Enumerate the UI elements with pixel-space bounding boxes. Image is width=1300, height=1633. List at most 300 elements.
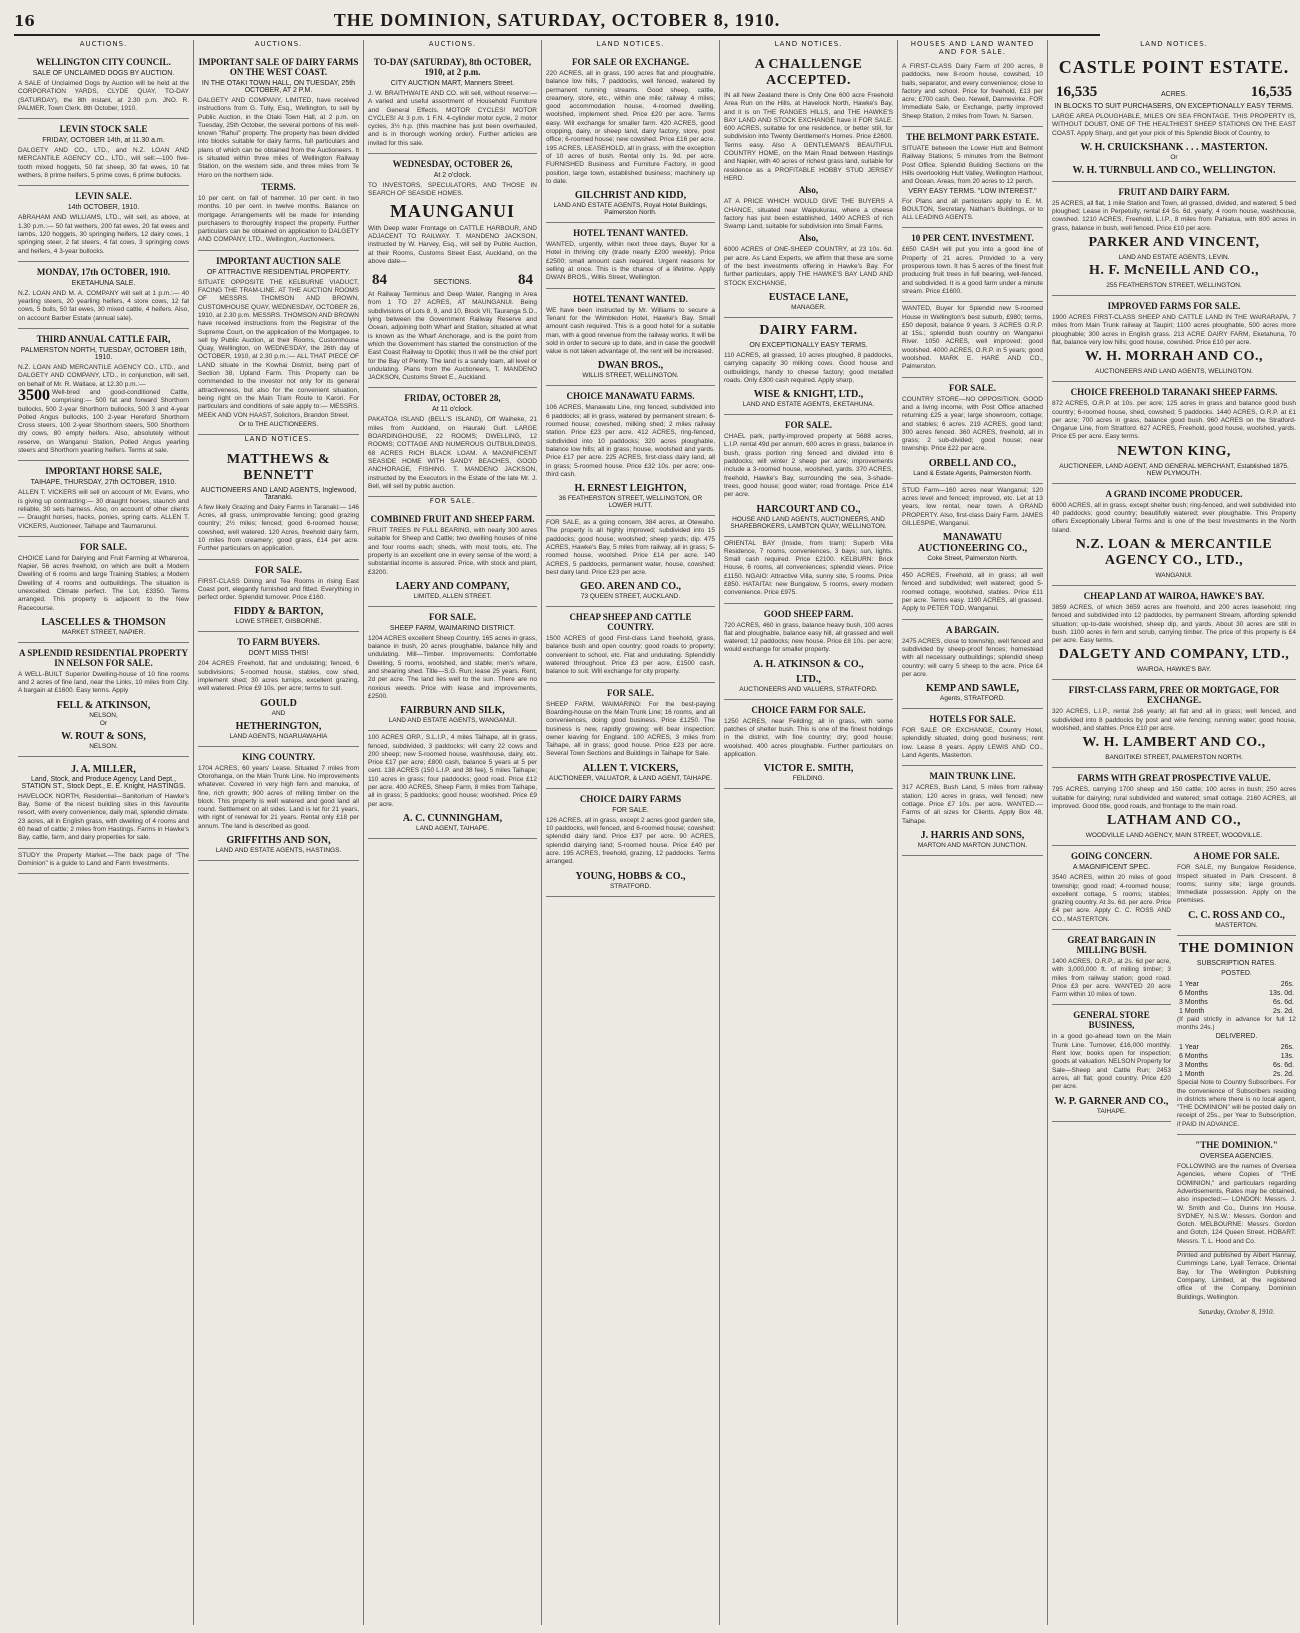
ad-text: CHAEL park, partly-improved property at 5688 acres, L.I.P. rental 49d per annum, 600 acres in grass, balance in bush, grass portion ring fenced and divided into 6 paddocks; will winter 2 sheep per acre; improvements include a 3-roomed house, woolshed, yards. 370 ACRES, freehold, Hawke's Bay, surrounding the sea, 3-shade-trees, good house; good water; road frontage. Price £14 per acre.: [724, 433, 893, 499]
ad-heading: TERMS.: [261, 181, 296, 192]
advertisement: [198, 747, 359, 861]
ad-heading: CHEAP SHEEP AND CATTLE COUNTRY.: [569, 612, 692, 633]
ad-text: SHEEP FARM, WAIMARINO: For the best-paying Boarding-house on the Main Trunk Line; 16 rooms, and all conveniences, doing good business. Price £1250. The business is new, rapidly growing; will bear inspection; owner leaving for England. 100 ACRES, 3 miles from Taihape, all in grass; good house. Price £23 per acre. Several Town Sections and Buildings in Taihape for Sale.: [546, 700, 715, 758]
ad-heading: FOR SALE.: [428, 611, 476, 622]
ad-connector: Or: [99, 719, 108, 727]
column-2: [194, 40, 364, 1625]
advertiser-address: WOODVILLE LAND AGENCY, MAIN STREET, WOODVILLE.: [1085, 832, 1263, 840]
advertiser-name: W. H. CRUICKSHANK . . . MASTERTON.: [1080, 141, 1268, 153]
advertiser-address: LAND AGENTS, NGARUAWAHIA: [229, 732, 328, 740]
advertiser-address: AUCTIONEERS AND LAND AGENTS, WELLINGTON.: [1095, 368, 1253, 376]
ad-text: 25 ACRES, all flat, 1 mile Station and Town, all grassed, divided, and watered; 5 bed ploughed; Lease in Perpetuity, rental £4 5s. 6d. yearly; 4 room house, washhouse, cowshed. 1210 ACRES, Freehold, L.I.P., 8 miles from Pahiatua, with 800 acres in grass, balance in bush, well fenced. Price £10 per acre.: [1052, 199, 1296, 232]
ad-heading: FARMS WITH GREAT PROSPECTIVE VALUE.: [1077, 773, 1271, 784]
ad-text: CHOICE Land for Dairying and Fruit Farming at Whareroa, Napier, 56 acres freehold, on which are built a Modern Dwelling of 6 rooms and large Training Stables; a Modern Dwelling of 4 rooms and outbuildings. The situation is unexcelled. Climate perfect. The Lot, £3350. Terms arranged. This property is adjacent to the New Racecourse.: [18, 554, 189, 612]
advertiser-address: MARKET STREET, NAPIER.: [61, 628, 146, 636]
ad-text: 795 ACRES, carrying 1700 sheep and 150 cattle; 100 acres in bush; 250 acres suitable for dairying; rural subdivided and watered; small cottage. 2160 ACRES, all improved. Good title, good roads, and frontage to the main road.: [1052, 786, 1296, 810]
advertiser-name: PARKER AND VINCENT,: [1088, 235, 1260, 251]
ad-subheading: OVERSEA AGENCIES.: [1199, 1153, 1274, 1161]
ad-heading: Also,: [798, 233, 819, 244]
advertisement: [198, 251, 359, 435]
ad-heading: LEVIN STOCK SALE: [59, 124, 148, 135]
advertiser-address: LAND AND ESTATE AGENTS, Royal Hotel Buildings, Palmerston North.: [553, 202, 708, 217]
advertiser-name: C. C. ROSS AND CO.,: [1188, 909, 1285, 921]
advertiser-name: W. ROUT & SONS,: [61, 730, 146, 742]
ad-text: ORIENTAL BAY (Inside, from tram): Superb Villa Residence, 7 rooms, conveniences, 3 bays; sun, lights. Small cash required. Price £2100. KELBURN: Brick House, 6 rooms, all conveniences; splendid views. Price £1150. NGAIO: Attractive Villa, sunny site, 5 rooms. Price £850. HATAITAI: new Bungalow, 5 rooms, every modern convenience. Price £975.: [724, 539, 893, 597]
advertiser-address: BANGITIKEI STREET, PALMERSTON NORTH.: [1105, 754, 1243, 762]
advertisement: [1177, 846, 1296, 935]
ad-heading: HOTELS FOR SALE.: [929, 714, 1016, 725]
advertiser-name: LAERY AND COMPANY,: [395, 580, 510, 592]
ad-connector: AND: [271, 709, 286, 717]
advertiser-name: ORBELL AND CO.,: [928, 457, 1017, 469]
sections-banner: [372, 272, 533, 289]
advertisement: [1052, 768, 1296, 846]
column-1: [14, 40, 194, 1625]
ad-subheading: CITY AUCTION MART, Manners Street.: [390, 80, 515, 87]
sections-count: 84: [517, 272, 533, 289]
rate-period: 6 Months: [1179, 989, 1208, 997]
ad-text: A FIRST-CLASS Dairy Farm of 200 acres, 8 paddocks, new 8-room house, cowshed, 10 bails, separator, and every convenience; close to factory and school. Price for freehold, £13 per acre; £700 cash. Geo. Newell, Dannevirke. FOR Immediate Sale, or Exchange, partly improved Sheep Station, 2 miles from Town. N. Sarsen.: [902, 63, 1043, 120]
ad-heading: CHOICE FREEHOLD TARANAKI SHEEP FARMS.: [1070, 387, 1278, 398]
ad-heading: CHOICE FARM FOR SALE.: [751, 704, 866, 715]
advertisement: [1052, 930, 1171, 1005]
advertisement: [546, 289, 715, 387]
advertiser-address: HOUSE AND LAND AGENTS, AUCTIONEERS, AND SHAREBROKERS, LAMBTON QUAY, WELLINGTON.: [730, 515, 887, 530]
rate-period: 3 Months: [1179, 998, 1208, 1006]
ad-heading: THIRD ANNUAL CATTLE FAIR,: [36, 334, 171, 345]
advertisement: [18, 186, 189, 261]
advertisement: [546, 516, 715, 607]
ad-text: COUNTRY STORE—NO OPPOSITION. GOOD and a living income, with Post Office attached returning £25 a year; large showroom, cottage; and stables; 6 acres. 219 ACRES, good land; 300 acres fenced. 360 ACRES, freehold, all in grass; 2 sub-divided; good house; near township. Price £22 per acre.: [902, 395, 1043, 453]
advertisement: [724, 318, 893, 415]
ad-text: A WELL-BUILT Superior Dwelling-house of 10 fine rooms and 2 acres of fine land, near the Links, 10 miles from City. A bargain at £1600. Easy terms. Apply: [18, 670, 189, 695]
ad-text: 110 ACRES, all grassed, 10 acres ploughed, 8 paddocks, carrying capacity 30 milking cows. Good house and outbuildings, handy to cheese factory; good metalled roads. Only £300 cash required. Apply sharp,: [724, 351, 893, 384]
ad-subheading: IN THE OTAKI TOWN HALL, ON TUESDAY, 25th OCTOBER, AT 2 P.M.: [201, 80, 356, 94]
column-heading: AUCTIONS.: [428, 40, 477, 48]
ad-drop-number: 3500: [18, 386, 50, 404]
advertisement: [902, 620, 1043, 709]
advertiser-name: GOULD: [260, 697, 297, 709]
ad-heading: FOR SALE.: [948, 382, 996, 393]
advertiser-address: Land & Estate Agents, Palmerston North.: [913, 469, 1032, 477]
rate-period: 3 Months: [1179, 1062, 1208, 1070]
ad-display-title: A CHALLENGE ACCEPTED.: [754, 57, 863, 88]
ad-subheading: OF ATTRACTIVE RESIDENTIAL PROPERTY.: [206, 268, 351, 276]
column-heading: LAND NOTICES.: [596, 40, 665, 48]
advertisement: [546, 683, 715, 789]
ad-text: At Railway Terminus and Deep Water, Ranging in Area from 1 TO 27 ACRES, AT MAUNGANUI. Being subdivisions of Lots 8, 9, and 10, Block VII, Tauranga S.D., lying between the Government Railway Reserve and Ocean, adjoining both Wharf and Station, situated at what is known as the Wharf Anchorage, and is the point from which the Government has started the construction of the East Coast Railway to Opotiki; thus it will be the chief port for the Bay of Plenty. The land is a sandy loam, all level or undulating. Plans from the Auctioneers, T. MANDENO JACKSON, Customs Street E., Auckland.: [368, 291, 537, 382]
ad-heading: GOOD SHEEP FARM.: [763, 608, 854, 619]
ad-heading: COMBINED FRUIT AND SHEEP FARM.: [370, 514, 535, 525]
rate-period: 1 Year: [1179, 1044, 1199, 1052]
advertisement: [18, 119, 189, 186]
advertisement: [724, 604, 893, 700]
advertiser-address: MASTERTON.: [1215, 921, 1258, 929]
rate-period: 1 Month: [1179, 1071, 1205, 1079]
advertiser-name: EUSTACE LANE,: [768, 291, 849, 303]
ad-text: (If paid strictly in advance for full 12 months 24s.): [1177, 1015, 1296, 1031]
advertisement: [198, 560, 359, 633]
advertiser-name: DWAN BROS.,: [597, 360, 664, 372]
ad-text: IN all New Zealand there is Only One 600 acre Freehold Area Run on the Hills, at Havelock North, Hawke's Bay, and it is on THE RANGES HILLS, and THE HAWKE'S BAY LAND AND STOCK EXCHANGE have it FOR SALE. 600 ACRES, suitable for one residence, or better still, for subdivision into Twenty Gentlemen's Homes. Price £2600. Terms easy. Also A GENTLEMAN'S BEAUTIFUL COUNTRY HOME, on the Main Road between Hastings and Napier, with 40 acres of richest grass land, suitable for residence as a PROFITABLE HOBBY STUD JERSEY HERD.: [724, 92, 893, 182]
ad-heading: A BARGAIN.: [945, 624, 999, 635]
advertiser-name: N.Z. LOAN & MERCANTILE AGENCY CO., LTD.,: [1075, 536, 1273, 568]
advertiser-address: Agents, STRATFORD.: [940, 695, 1005, 703]
ad-text: PAKATOA ISLAND (BELL'S ISLAND), Off Waiheke, 21 miles from Auckland, on Hauraki Gulf. LARGE BOARDINGHOUSE, 22 ROOMS; DWELLING, 12 ROOMS; COTTAGE AND NUMEROUS OUTBUILDINGS. 68 ACRES RICH BLACK LOAM. A MAGNIFICENT SEASIDE HOME WITH SANDY BEACHES, GOOD ANCHORAGE, FISHING. T. MANDENO JACKSON, instructed by the Executors in the Estate of the late Mr. J. Bell, will sell by public auction.: [368, 416, 537, 490]
rate-price: 13s. 0d.: [1269, 989, 1294, 997]
ad-text: Well-bred and good-conditioned Cattle, comprising:— 500 fat and forward Shorthorn bullocks, 500 2-year Shorthorn bullocks, 500 3 and 4-year Polled Angus bullocks, 100 2-year Hereford Shorthorn Cross steers, 100 2-year Shorthorn steers, 500 Shorthorn dry cows, 80 empty heifers. Also, absolutely without reserve, on Wanganui Station, Polled Angus yearling steers and Shorthorn yearling heifers. Terms at sale.: [18, 388, 189, 455]
advertiser-address: NELSON.: [89, 742, 118, 750]
rate-row: [1177, 980, 1296, 989]
advertisement: [902, 766, 1043, 855]
advertiser-address: AUCTIONEERS AND VALUERS, STRATFORD.: [739, 685, 878, 693]
ad-text: 2475 ACRES, close to township, well fenced and subdivided by sheep-proof fences; homestead with all necessary outbuildings; splendid sheep country; will carry 5 sheep to the acre. Price £4 per acre.: [902, 637, 1043, 678]
rate-price: 2s. 2d.: [1272, 1071, 1294, 1079]
ad-text: 220 ACRES, all in grass, 190 acres flat and ploughable, balance low hills, 7 paddocks, well fenced, watered by permanent running streams. Good sheep, cattle, creamery, store, etc., within one mile; railway 4 miles; good accommodation house, 4-roomed dwelling, woolshed, implement shed. Price £20 per acre. Terms easy. Will exchange for smaller farm. 420 ACRES, good cropping, dairy, or sheep land, dairy factory, store, post office; 6-roomed house; new cowshed. Price £16 per acre. 195 ACRES, LEASEHOLD, all in grass, with the exception of 10 acres of bush. Rental only 1s. 9d. per acre. FURNISHED Business and Furniture Factory, in good position, large town, established business; machinery up to date.: [546, 70, 715, 185]
ad-heading: CHOICE DAIRY FARMS: [579, 793, 682, 804]
ad-heading: MAIN TRUNK LINE.: [929, 771, 1016, 782]
column-3: [364, 40, 542, 1625]
columns: [14, 40, 1296, 1625]
ad-text: 317 ACRES, Bush Land, 5 miles from railway station; 120 acres in grass, well fenced; new cottage. Price £7 10s. per acre. WANTED.—Farms of all sizes for Clients. Apply Box 48, Taihape.: [902, 784, 1043, 825]
ad-subheading: PALMERSTON NORTH, TUESDAY, OCTOBER 18th, 1910.: [20, 347, 187, 362]
advertisement: [724, 52, 893, 318]
ad-subheading: FOR SALE.: [612, 806, 649, 814]
ad-text: DALGETY AND CO., LTD., and N.Z. LOAN AND MERCANTILE AGENCY CO., LTD., will sell:—100 five-tooth mixed hoggets, 50 fat sheep, 30 fat ewes, 10 fat wethers, 8 prime heifers, 5 prime cows, 6 prime bullocks.: [18, 147, 189, 180]
ad-text: 1204 ACRES excellent Sheep Country, 165 acres in grass, balance in bush, 20 acres ploughable, balance hilly and undulating. Mill—Timber. Improvements: Comfortable Dwelling, 5 rooms, woolshed, and stable; men's whare, and shearing shed. Title—S.G. Run; lease 25 years. Rent, 2d per acre. The land lies well to the sun. There are no noxious weeds. Price with lease and improvements, £2500.: [368, 634, 537, 700]
ad-text: SITUATE OPPOSITE THE KELBURNE VIADUCT, FACING THE TRAM-LINE. AT THE AUCTION ROOMS OF MESSRS. THOMSON AND BROWN, CUSTOMHOUSE QUAY, WEDNESDAY, OCTOBER 26, 1910, at 2.30 p.m. MESSRS. THOMSON AND BROWN have received instructions from the Registrar of the Supreme Court, on the application of the Mortgagee, to sell by Public Auction, at their Rooms, Customhouse Quay, Wellington, on WEDNESDAY, the 26th day of OCTOBER, 1910, at 2.30 p.m.:— ALL THAT PIECE OF LAND situate in the Kowhai District, being part of Section 38, Upland Farm. This Property can be commended to the investor not only for its general attractiveness, but also for the convenient situation, being right on the Main Tram Route to Karori. For particulars and conditions of sale apply to:— MESSRS. MEEK AND VON HAAST, Solicitors, Brandon Street.: [198, 278, 359, 419]
ad-text: FIRST-CLASS Dining and Tea Rooms in rising East Coast port, elegantly furnished and fitted. Everything in perfect order. Splendid turnover. Price £160.: [198, 577, 359, 602]
advertisement: [902, 378, 1043, 484]
advertiser-name: FAIRBURN AND SILK,: [400, 705, 505, 717]
advertiser-address: LAND AND ESTATE AGENTS, WANGANUI.: [388, 717, 517, 725]
advertisement: [18, 849, 189, 875]
ad-subheading: DON'T MISS THIS!: [248, 650, 309, 658]
advertisement: [18, 461, 189, 536]
ad-text: SITUATE between the Lower Hutt and Belmont Railway Stations; 5 minutes from the Belmont Post Office. Splendid Building Sections on the Hills overlooking Hutt Valley, Wellington Harbour, and Ocean. Areas, from 20 acres to 12 perch.: [902, 145, 1043, 186]
advertisement: [198, 447, 359, 560]
advertisement: [18, 757, 189, 849]
ad-subheading: At 11 o'clock.: [432, 406, 473, 414]
advertisement: [368, 154, 537, 388]
subscription-box: [1177, 936, 1296, 1135]
ad-heading: IMPORTANT AUCTION SALE: [216, 255, 341, 266]
ad-display-title: DAIRY FARM.: [759, 322, 858, 338]
ad-display-title: THE DOMINION: [1178, 940, 1295, 956]
column-5: [720, 40, 898, 1625]
rate-row: [1177, 1070, 1296, 1079]
ad-text: Special Note to Country Subscribers. For the convenience of Subscribers residing in districts where there is no local agent, "THE DOMINION" will be posted daily on receipt of 25s., per Year to Subscription, if PAID IN ADVANCE.: [1177, 1079, 1296, 1128]
masthead-rule: [14, 34, 1100, 36]
advertisement: [368, 731, 537, 839]
ad-text: WE have been instructed by Mr. Williams to secure a Tenant for the Wimbledon Hotel, Hawke's Bay. Small amount cash required. This is a good hotel for a suitable man, with a good revenue from the railway works. It will be sold in order to secure up to date, and in case the goodwill value is not taken advantage of, the rent will be increased.: [546, 306, 715, 356]
ad-text: A SALE of Unclaimed Dogs by Auction will be held at the CORPORATION YARDS, CLYDE QUAY, TO-DAY (SATURDAY), the 8th instant, at 2.30 p.m. JNO. R. PALMER, Town Clerk. 8th October, 1910.: [18, 80, 189, 112]
newspaper-title: THE DOMINION, SATURDAY, OCTOBER 8, 1910.: [333, 10, 781, 30]
ad-heading: KING COUNTRY.: [242, 751, 315, 762]
advertiser-address: WILLIS STREET, WELLINGTON.: [582, 372, 679, 380]
ad-subheading: 14th OCTOBER, 1910.: [67, 204, 140, 212]
issue-date: Saturday, October 8, 1910.: [1198, 1307, 1275, 1316]
rate-row: [1177, 1061, 1296, 1070]
split-left: [1052, 846, 1171, 1316]
ad-text: 3540 ACRES, within 20 miles of good township; good road; 4-roomed house; excellent cottage, 5 rooms; stables; grazing country. At 3s. 6d. per acre. Price £4 per acre. Apply C. C. ROSS AND CO., MASTERTON.: [1052, 874, 1171, 923]
ad-text: STUD Farm—160 acres near Wanganui; 120 acres level and fenced; improved, etc. Let at 13 years, low rental, near town. A GRAND PROPERTY. Also, first-class Dairy Farm. JAMES GILLESPIE, Wanganui.: [902, 486, 1043, 527]
column-heading: AUCTIONS.: [254, 40, 303, 48]
advertiser-name: J. HARRIS AND SONS,: [920, 829, 1025, 841]
ad-heading: WELLINGTON CITY COUNCIL.: [36, 57, 171, 67]
ad-text: 106 ACRES, Manawatu Line, ring fenced, subdivided into 6 paddocks; all in grass, watered by permanent stream; 6-roomed house; cowshed, milking shed; 2 miles railway station. Price £23 per acre. 412 ACRES, ring-fenced, subdivided into 10 paddocks; 320 acres ploughable, balance low hills; all in grass; house, woolshed and yards. Price £17 per acre. 225 ACRES, first-class dairy land, all in grass; 5-roomed house. Price £32 10s. per acre; one-third cash.: [546, 404, 715, 478]
advertiser-address: WAIROA, HAWKE'S BAY.: [1136, 666, 1212, 674]
rates-heading: POSTED.: [1221, 969, 1252, 977]
ad-text: £650 CASH will put you into a good line of Property of 21 acres. Provided to a very prosperous town. It has 5 acres of the finest fruit producing fruit trees in full bearing, well-fenced, and subdivided. It is a good farm under a minute stream. Price £1600.: [902, 246, 1043, 295]
rate-row: [1177, 989, 1296, 998]
advertisement: [724, 415, 893, 536]
ad-text: 126 ACRES, all in grass, except 2 acres good garden site, 10 paddocks, well fenced, and 6-roomed house; cowshed; splendid dairy land. Price £37 per acre. 90 ACRES, splendid dairying land; 5-roomed house. Price £40 per acre. 195 ACRES, freehold, grazing, 12 paddocks. Terms arranged.: [546, 816, 715, 866]
ad-heading: MONDAY, 17th OCTOBER, 1910.: [36, 266, 171, 277]
ad-text: 720 ACRES, 460 in grass, balance heavy bush, 100 acres flat and ploughable, balance easy hill, all grassed and well watered; 12 paddocks; new house. Price £8 10s. per acre; would exchange for smaller property.: [724, 621, 893, 654]
advertiser-address: AUCTIONEER, VALUATOR, & LAND AGENT, TAIHAPE.: [548, 774, 713, 782]
advertiser-name: MATTHEWS & BENNETT: [226, 451, 331, 483]
advertiser-address: LAND AND ESTATE AGENTS, HASTINGS.: [215, 847, 342, 855]
ad-text: 1250 ACRES, near Feilding; all in grass, with some patches of shelter bush. This is one of the finest holdings in the district, with fine country; dry; good house; woolshed. 400 acres ploughable. Further particulars on application.: [724, 717, 893, 758]
ad-heading: CHEAP LAND AT WAIROA, HAWKE'S BAY.: [1083, 590, 1265, 601]
ad-heading: GREAT BARGAIN IN MILLING BUSH.: [1067, 934, 1156, 955]
column-heading: LAND NOTICES.: [774, 40, 843, 48]
ad-text: J. W. BRAITHWAITE AND CO. will sell, without reserve:— A varied and useful assortment of Household Furniture and General Effects. MOTOR CYCLES! MOTOR CYCLES! At 3 p.m. 1 F.N. 4-cylinder motor cycle, 2 motor cycles, 3½ h.p. (this machine has just been overhauled, and is in thorough working order). Further articles are invited for this sale.: [368, 90, 537, 147]
rate-price: 6s. 6d.: [1272, 998, 1294, 1006]
advertisement: [1052, 680, 1296, 768]
ad-subheading: FRIDAY, OCTOBER 14th, at 11.30 a.m.: [42, 137, 165, 145]
advertisement: [724, 537, 893, 604]
advertiser-name: H. ERNEST LEIGHTON,: [574, 483, 687, 495]
ad-text: 1704 ACRES, 60 years' Lease. Situated 7 miles from Otorohanga, on the Main Trunk Line. No improvements whatever. Covered in very high fern and manuka, of fine, rich growth; 900 acres of milling timber on the block. This property is well watered and good land all round. Settlement on all sides. Land is let for 21 years, with right of renewal for 21 years. Rental only £18 per annum. The land is described as good.: [198, 764, 359, 830]
split-right: [1177, 846, 1296, 1316]
ad-heading: A HOME FOR SALE.: [1193, 851, 1280, 862]
advertiser-address: WANGANUI.: [1155, 571, 1193, 579]
rate-period: 6 Months: [1179, 1053, 1208, 1061]
ad-text: 10 per cent. on fall of hammer. 10 per cent. in two months. 10 per cent. in twelve months. Balance on mortgage. Arrangements will be made for intending purchasers to thoroughly inspect the property. Further particulars can be obtained on application to DALGETY AND COMPANY, LTD., Wellington, Auctioneers.: [198, 194, 359, 244]
advertisement: [1052, 586, 1296, 680]
ad-heading: 10 PER CENT. INVESTMENT.: [911, 233, 1034, 244]
ad-text: AT A PRICE WHICH WOULD GIVE THE BUYERS A CHANCE, situated near Waipukurau, where a cheese factory has just been established, 1400 ACRES of rich Swamp Land, suitable for subdivision into Small Farms.: [724, 198, 893, 231]
advertisement: [902, 569, 1043, 619]
advertiser-name: GEO. AREN AND CO.,: [579, 581, 682, 593]
column-heading: AUCTIONS.: [79, 40, 128, 48]
column-7: [1048, 40, 1300, 1625]
ad-text: 6000 ACRES, all in grass, except shelter bush; ring-fenced, and well subdivided into 40 paddocks; good country; beautifully watered; ever ploughable. This Property offers Exceptionally Liberal Terms and is one of the best Investments in the North Island.: [1052, 501, 1296, 534]
advertisement: [902, 709, 1043, 766]
advertiser-address: LAND AND ESTATE AGENTS, LEVIN.: [1118, 254, 1230, 262]
ad-text: ABRAHAM AND WILLIAMS, LTD., will sell, as above, at 1.30 p.m.:— 50 fat wethers, 200 fat ewes, 20 fat ewes and lambs, 120 hoggets, 30 springing heifers, 12 dairy cows, 1 springing steer, 2 fat steers, 4 fat cows, 3 springing cows and heifers, 4 3-year bullocks.: [18, 214, 189, 255]
advertiser-address: Coke Street, Palmerston North.: [927, 555, 1018, 563]
ad-text: HAVELOCK NORTH, Residential—Sanitorium of Hawke's Bay. Some of the nicest building sites in this favourite resort, with every convenience, daily mail, splendid climate. 23 acres, all in English grass, with dwelling of 4 rooms and 60 head of cattle; 2 miles from Hastings. Farms in Hawke's Bay, cattle, farm, and dairy properties for sale.: [18, 792, 189, 842]
ad-text: 204 ACRES Freehold, flat and undulating; fenced, 6 subdivisions; 5-roomed house, stables, cow shed, implement shed; 30 acres turnips, excellent grazing, well watered. Price £9 10s. per acre; terms to suit.: [198, 660, 359, 693]
advertiser-name: MANAWATU AUCTIONEERING CO.,: [917, 532, 1028, 555]
ad-heading: A SPLENDID RESIDENTIAL PROPERTY IN NELSON FOR SALE.: [19, 647, 188, 668]
advertisement: [902, 60, 1043, 127]
advertiser-address: 36 FEATHERSTON STREET, WELLINGTON, OR LOWER HUTT.: [558, 495, 703, 510]
advertiser-name: W. P. GARNER AND CO.,: [1054, 1095, 1169, 1107]
ad-subheading: At 2 o'clock.: [433, 172, 472, 180]
advertisement: [18, 262, 189, 329]
advertisement: [368, 509, 537, 607]
advertisement: [902, 484, 1043, 569]
acreage-label: ACRES.: [1160, 91, 1188, 98]
sections-count: 84: [372, 272, 387, 289]
advertisement: [198, 52, 359, 251]
ad-text: ALLEN T. VICKERS will sell on account of Mr. Evans, who is giving up contracting:— 30 draught horses, staunch and reliable, 30 sets harness. Also, on account of other clients— Draught horses, hacks, ponies, spring carts. ALLEN T. VICKERS, Auctioneer, Taihape and Taumarunui.: [18, 489, 189, 530]
advertiser-name: KEMP AND SAWLE,: [925, 683, 1020, 695]
advertiser-address: FEILDING.: [792, 775, 825, 783]
ad-text: FOLLOWING are the names of Oversea Agencies, where Copies of "THE DOMINION," and particulars regarding Advertisements, Rates may be obtained, also inspected:— LONDON: Messrs. J. W. Smith and Co., Dunns Inn House. SYDNEY, N.S.W.: Messrs. Gordon and Gotch. MELBOURNE: Messrs. Gordon and Gotch, 124 Queen Street. HOBART: Messrs. T. L. Hood and Co.: [1177, 1163, 1296, 1245]
column-heading: HOUSES AND LAND WANTED AND FOR SALE.: [910, 40, 1035, 56]
advertisement: [1052, 484, 1296, 586]
ad-text: FOR SALE, as a going concern, 384 acres, at Otewaho. The property is all highly improved; subdivided into 15 paddocks; good house; woolshed; sheep yards; dip. 475 ACRES, Hawke's Bay, 5 miles from railway, all in grass; 5-roomed house, woolshed. Price £14 per acre. 140 ACRES, 5 paddocks, permanent water, house, cowshed; best dairy land. Price £23 per acre.: [546, 519, 715, 576]
advertiser-address: 73 QUEEN STREET, AUCKLAND.: [580, 593, 681, 601]
advertiser-name: NEWTON KING,: [1117, 443, 1231, 459]
advertisement: [546, 607, 715, 682]
advertiser-address: LOWE STREET, GISBORNE.: [235, 618, 322, 626]
column-heading: FOR SALE.: [429, 497, 476, 506]
ad-heading: FRIDAY, OCTOBER 28,: [404, 393, 501, 404]
advertisement: [902, 228, 1043, 302]
ad-text: in a good go-ahead town on the Main Trunk Line. Turnover, £16,000 monthly. Rent low; books open for inspection; goods at valuation. NELSON Property for Sale—Sheep and Cattle Run; 2453 acres, all flat; good country. Price £20 per acre.: [1052, 1033, 1171, 1091]
ad-text: TO INVESTORS, SPECULATORS, AND THOSE IN SEARCH OF SEASIDE HOMES.: [368, 182, 537, 198]
ad-text: STUDY the Property Market.—The back page of "The Dominion" is a guide to Land and Farm Investments.: [18, 851, 189, 867]
ad-text: 1900 ACRES FIRST-CLASS SHEEP AND CATTLE LAND IN THE WAIRARAPA, 7 miles from Main Trunk railway at Taupiri; 1100 acres ploughable, 500 acres more ploughable; 300 acres in English grass. 213 ACRE DAIRY FARM, Eketahuna, 70 flat, balance very low hills; good house, cowshed. Price £10 per acre.: [1052, 314, 1296, 346]
advertiser-address: 255 FEATHERSTON STREET, WELLINGTON.: [1106, 282, 1242, 290]
ad-heading: "THE DOMINION.": [1195, 1140, 1278, 1151]
advertisement: [18, 52, 189, 119]
sections-label: SECTIONS.: [433, 279, 472, 287]
ad-connector: Or: [1170, 153, 1178, 161]
ad-heading: HOTEL TENANT WANTED.: [573, 293, 688, 304]
advertisement: [198, 632, 359, 746]
rate-period: 1 Month: [1179, 1007, 1205, 1015]
advertisement: [902, 302, 1043, 377]
advertisement: [1052, 382, 1296, 483]
ad-heading: FOR SALE.: [254, 564, 302, 575]
advertisement: [546, 223, 715, 288]
column-heading: LAND NOTICES.: [244, 434, 313, 443]
advertisement: [1177, 1135, 1296, 1252]
rate-row: [1177, 1043, 1296, 1052]
advertiser-name: HARCOURT AND CO.,: [756, 503, 861, 515]
ad-heading: HOTEL TENANT WANTED.: [573, 228, 688, 239]
advertisement: [546, 52, 715, 223]
ad-heading: CHOICE MANAWATU FARMS.: [566, 391, 695, 402]
rates-table: [1177, 1043, 1296, 1079]
ad-text: 1500 ACRES of good First-class Land freehold, grass, balance bush and open country; good roads to property; convenient to school, etc. Flat and undulating. Splendidly watered throughout. Price £3 per acre, £1500 cash, balance to suit. Will exchange for city property.: [546, 635, 715, 676]
advertiser-name: J. A. MILLER,: [71, 763, 136, 775]
advertiser-address: STRATFORD.: [609, 882, 652, 890]
ad-text: 3859 ACRES, of which 3659 acres are freehold, and 200 acres leasehold; ring fenced and subdivided into 12 paddocks, by permanent Stream, affording splendid situation; up-to-date woolshed, sheep dip, and yards. About 30 acres are still in bush. 1100 acres in fern and scrub, carrying timber. The price of this property is £4 per acre. Easy terms.: [1052, 603, 1296, 645]
advertisement: [18, 537, 189, 643]
advertisement: [902, 127, 1043, 228]
column-heading: LAND NOTICES.: [1140, 40, 1208, 48]
advertisement: [1052, 1005, 1171, 1121]
advertisement: [18, 329, 189, 461]
advertisement: [368, 607, 537, 731]
ad-text: For Plans and all particulars apply to E. M. BOULTON, Secretary, Nathan's Buildings, or to ALL LEADING AGENTS.: [902, 197, 1043, 222]
ad-text: LARGE AREA PLOUGHABLE, MILES ON SEA FRONTAGE. THIS PROPERTY IS, WITHOUT DOUBT, ONE OF THE HEALTHIEST SHEEP STATIONS ON THE EAST COAST. Apply Sharp, and get your pick of this Splendid Block of Country, to: [1052, 113, 1296, 137]
ad-text: DALGETY AND COMPANY, LIMITED, have received instructions from G. Tully, Esq., Wellington, to sell by Public Auction, in the Otaki Town Hall, at 2 p.m. on Tuesday, 25th October, the several portions of his well-known "Rahui" property. The property has been divided into blocks suitable for dairy farms, full particulars and plans of which can be obtained from the Auctioneers. It is situated within three miles of Wellington Railway Station, on the western side, and three miles from Te Horo on the northern side.: [198, 97, 359, 179]
advertiser-name: W. H. TURNBULL AND CO., WELLINGTON.: [1072, 164, 1276, 176]
ad-text: FRUIT TREES IN FULL BEARING, with nearly 300 acres suitable for Sheep and Cattle; two dwelling houses of nine and four rooms each; sheds, with most tools, etc. The property is an excellent one in every sense of the word; a substantial income is assured. Price, with stock and plant, £3200.: [368, 527, 537, 576]
advertiser-name: YOUNG, HOBBS & CO.,: [575, 870, 686, 882]
rate-row: [1177, 1052, 1296, 1061]
ad-subheading: EKETAHUNA SALE.: [71, 279, 136, 287]
ad-subheading: Land, Stock, and Produce Agency, Land Dept., STATION ST., Stock Dept., E. E. Knight, HASTINGS.: [21, 775, 186, 790]
ad-heading: FOR SALE OR EXCHANGE.: [571, 57, 689, 67]
rate-price: 6s. 6d.: [1272, 1062, 1294, 1070]
rate-row: [1177, 998, 1296, 1007]
column-6: [898, 40, 1048, 1625]
advertisement: [1052, 296, 1296, 382]
rate-price: 26s.: [1280, 980, 1294, 988]
advertiser-name: DALGETY AND COMPANY, LTD.,: [1058, 647, 1290, 663]
acreage-banner: [1056, 84, 1292, 101]
ad-text: 1400 ACRES, O.R.P., at 2s. 6d per acre, with 3,000,000 ft. of milling timber; 3 miles from railway station; good road. Price £3 per acre. WANTED 20 acre Farm within 10 miles of town.: [1052, 957, 1171, 999]
ad-text: WANTED, Buyer for Splendid new 5-roomed House in Wellington's best suburb, £980; terms, £50 deposit, balance 9 years. 3 ACRES O.R.P. at 15s.; splendid bush country on Wanganui River. 1050 ACRES, well improved; good woolshed. 4000 ACRES, O.R.P. in 5 years; good woolshed. MARK E. HARE AND CO., Palmerston.: [902, 305, 1043, 371]
advertiser-name: VICTOR E. SMITH,: [763, 763, 854, 775]
ad-text: 872 ACRES, O.R.P. at 10s. per acre; 125 acres in grass and balance good bush country; 6-roomed house, shed, cowshed; 5 paddocks. 1440 ACRES, O.R.P. at £1 per acre; 700 acres in grass, balance good bush. 960 ACRES on the Stratford-Ongarue Line, from Stratford. 627 ACRES, Freehold, good house, woolshed, yards. Price £5 per acre. Easy terms.: [1052, 400, 1296, 441]
ad-display-title: CASTLE POINT ESTATE.: [1058, 57, 1290, 77]
ad-subheading: SHEEP FARM, WAIMARINO DISTRICT.: [389, 624, 516, 632]
ad-subheading: A MAGNIFICENT SPEC.: [1072, 864, 1151, 872]
advertisement: [1052, 52, 1296, 182]
ad-heading: IMPROVED FARMS FOR SALE.: [1107, 301, 1241, 312]
advertiser-address: MARTON AND MARTON JUNCTION.: [917, 841, 1028, 849]
advertisement: [724, 700, 893, 789]
rate-price: 2s. 2d.: [1272, 1007, 1294, 1015]
rate-price: 13s.: [1280, 1053, 1294, 1061]
ad-text: With Deep water Frontage on CATTLE HARBOUR, AND ADJACENT TO RAILWAY. T. MANDENO JACKSON, instructed by W. Harvey, Esq., will sell by Public Auction, at their Rooms, Customs Street East, Auckland, on the above date—: [368, 224, 537, 265]
ad-heading: FIRST-CLASS FARM, FREE OR MORTGAGE, FOR EXCHANGE.: [1068, 685, 1280, 706]
ad-text: 320 ACRES, L.I.P., rental 2s6 yearly; all flat and all in grass; well fenced, and subdivided into 8 paddocks by post and wire fencing; running water; good house, woolshed, and stables. Price £10 per acre.: [1052, 708, 1296, 733]
rates-table: [1177, 980, 1296, 1016]
advertisement: [546, 789, 715, 897]
ad-text: FOR SALE OR EXCHANGE, Country Hotel, splendidly situated, doing good business; rent low. Lease 8 years. Apply LEWIS AND CO., Land Agents, Masterton.: [902, 727, 1043, 760]
rate-price: 26s.: [1280, 1044, 1294, 1052]
ad-heading: FOR SALE.: [79, 541, 127, 552]
column-4: [542, 40, 720, 1625]
ad-subheading: SUBSCRIPTION RATES.: [1196, 959, 1277, 967]
ad-heading: IMPORTANT SALE OF DAIRY FARMS ON THE WEST COAST.: [198, 57, 359, 77]
ad-heading: TO FARM BUYERS.: [237, 637, 320, 648]
advertiser-name: LTD.,: [796, 673, 821, 685]
ad-display-title: MAUNGANUI: [390, 200, 515, 221]
rate-period: 1 Year: [1179, 980, 1199, 988]
ad-text: FOR SALE, my Bungalow Residence, Inspect situated in Park Crescent. 8 rooms; sunny site; large grounds. Immediate possession. Apply on the premises.: [1177, 864, 1296, 905]
ad-heading: WEDNESDAY, OCTOBER 26,: [392, 159, 513, 170]
ad-subheading: ON EXCEPTIONALLY EASY TERMS.: [749, 341, 868, 349]
ad-heading: TO-DAY (SATURDAY), 8th OCTOBER, 1910, at 2 p.m.: [373, 57, 532, 77]
advertiser-address: TAIHAPE.: [1096, 1107, 1127, 1115]
advertiser-address: Or to THE AUCTIONEERS.: [238, 420, 319, 428]
advertiser-name: WISE & KNIGHT, LTD.,: [753, 389, 864, 401]
ad-heading: FRUIT AND DAIRY FARM.: [1118, 186, 1230, 197]
ad-subheading: VERY EASY TERMS. "LOW INTEREST.": [908, 187, 1037, 195]
advertiser-name: GILCHRIST AND KIDD,: [574, 190, 687, 202]
ad-heading: LEVIN SALE.: [75, 191, 132, 202]
imprint: Printed and published by Albert Hannay, Cummings Lane, Lyall Terrace, Oriental Bay, for The Wellington Publishing Company, Limited, at the registered office of the Company, Dominion Buildings, Wellington.: [1177, 1252, 1296, 1301]
ad-subheading: AUCTIONEERS AND LAND AGENTS, Inglewood, Taranaki.: [200, 486, 357, 501]
advertiser-name: W. H. LAMBERT AND CO.,: [1082, 735, 1266, 751]
ad-text: A few likely Grazing and Dairy Farms in Taranaki:— 146 Acres, all grass, unimprovable fencing; good grazing country; 2½ miles; fenced; good 6-roomed house; cowshed, well watered. 120 Acres, freehold dairy farm, 10 miles from creamery; good grass, £14 per acre. Further particulars on application.: [198, 503, 359, 553]
advertisement: [546, 386, 715, 516]
ad-heading: Also,: [798, 185, 819, 196]
